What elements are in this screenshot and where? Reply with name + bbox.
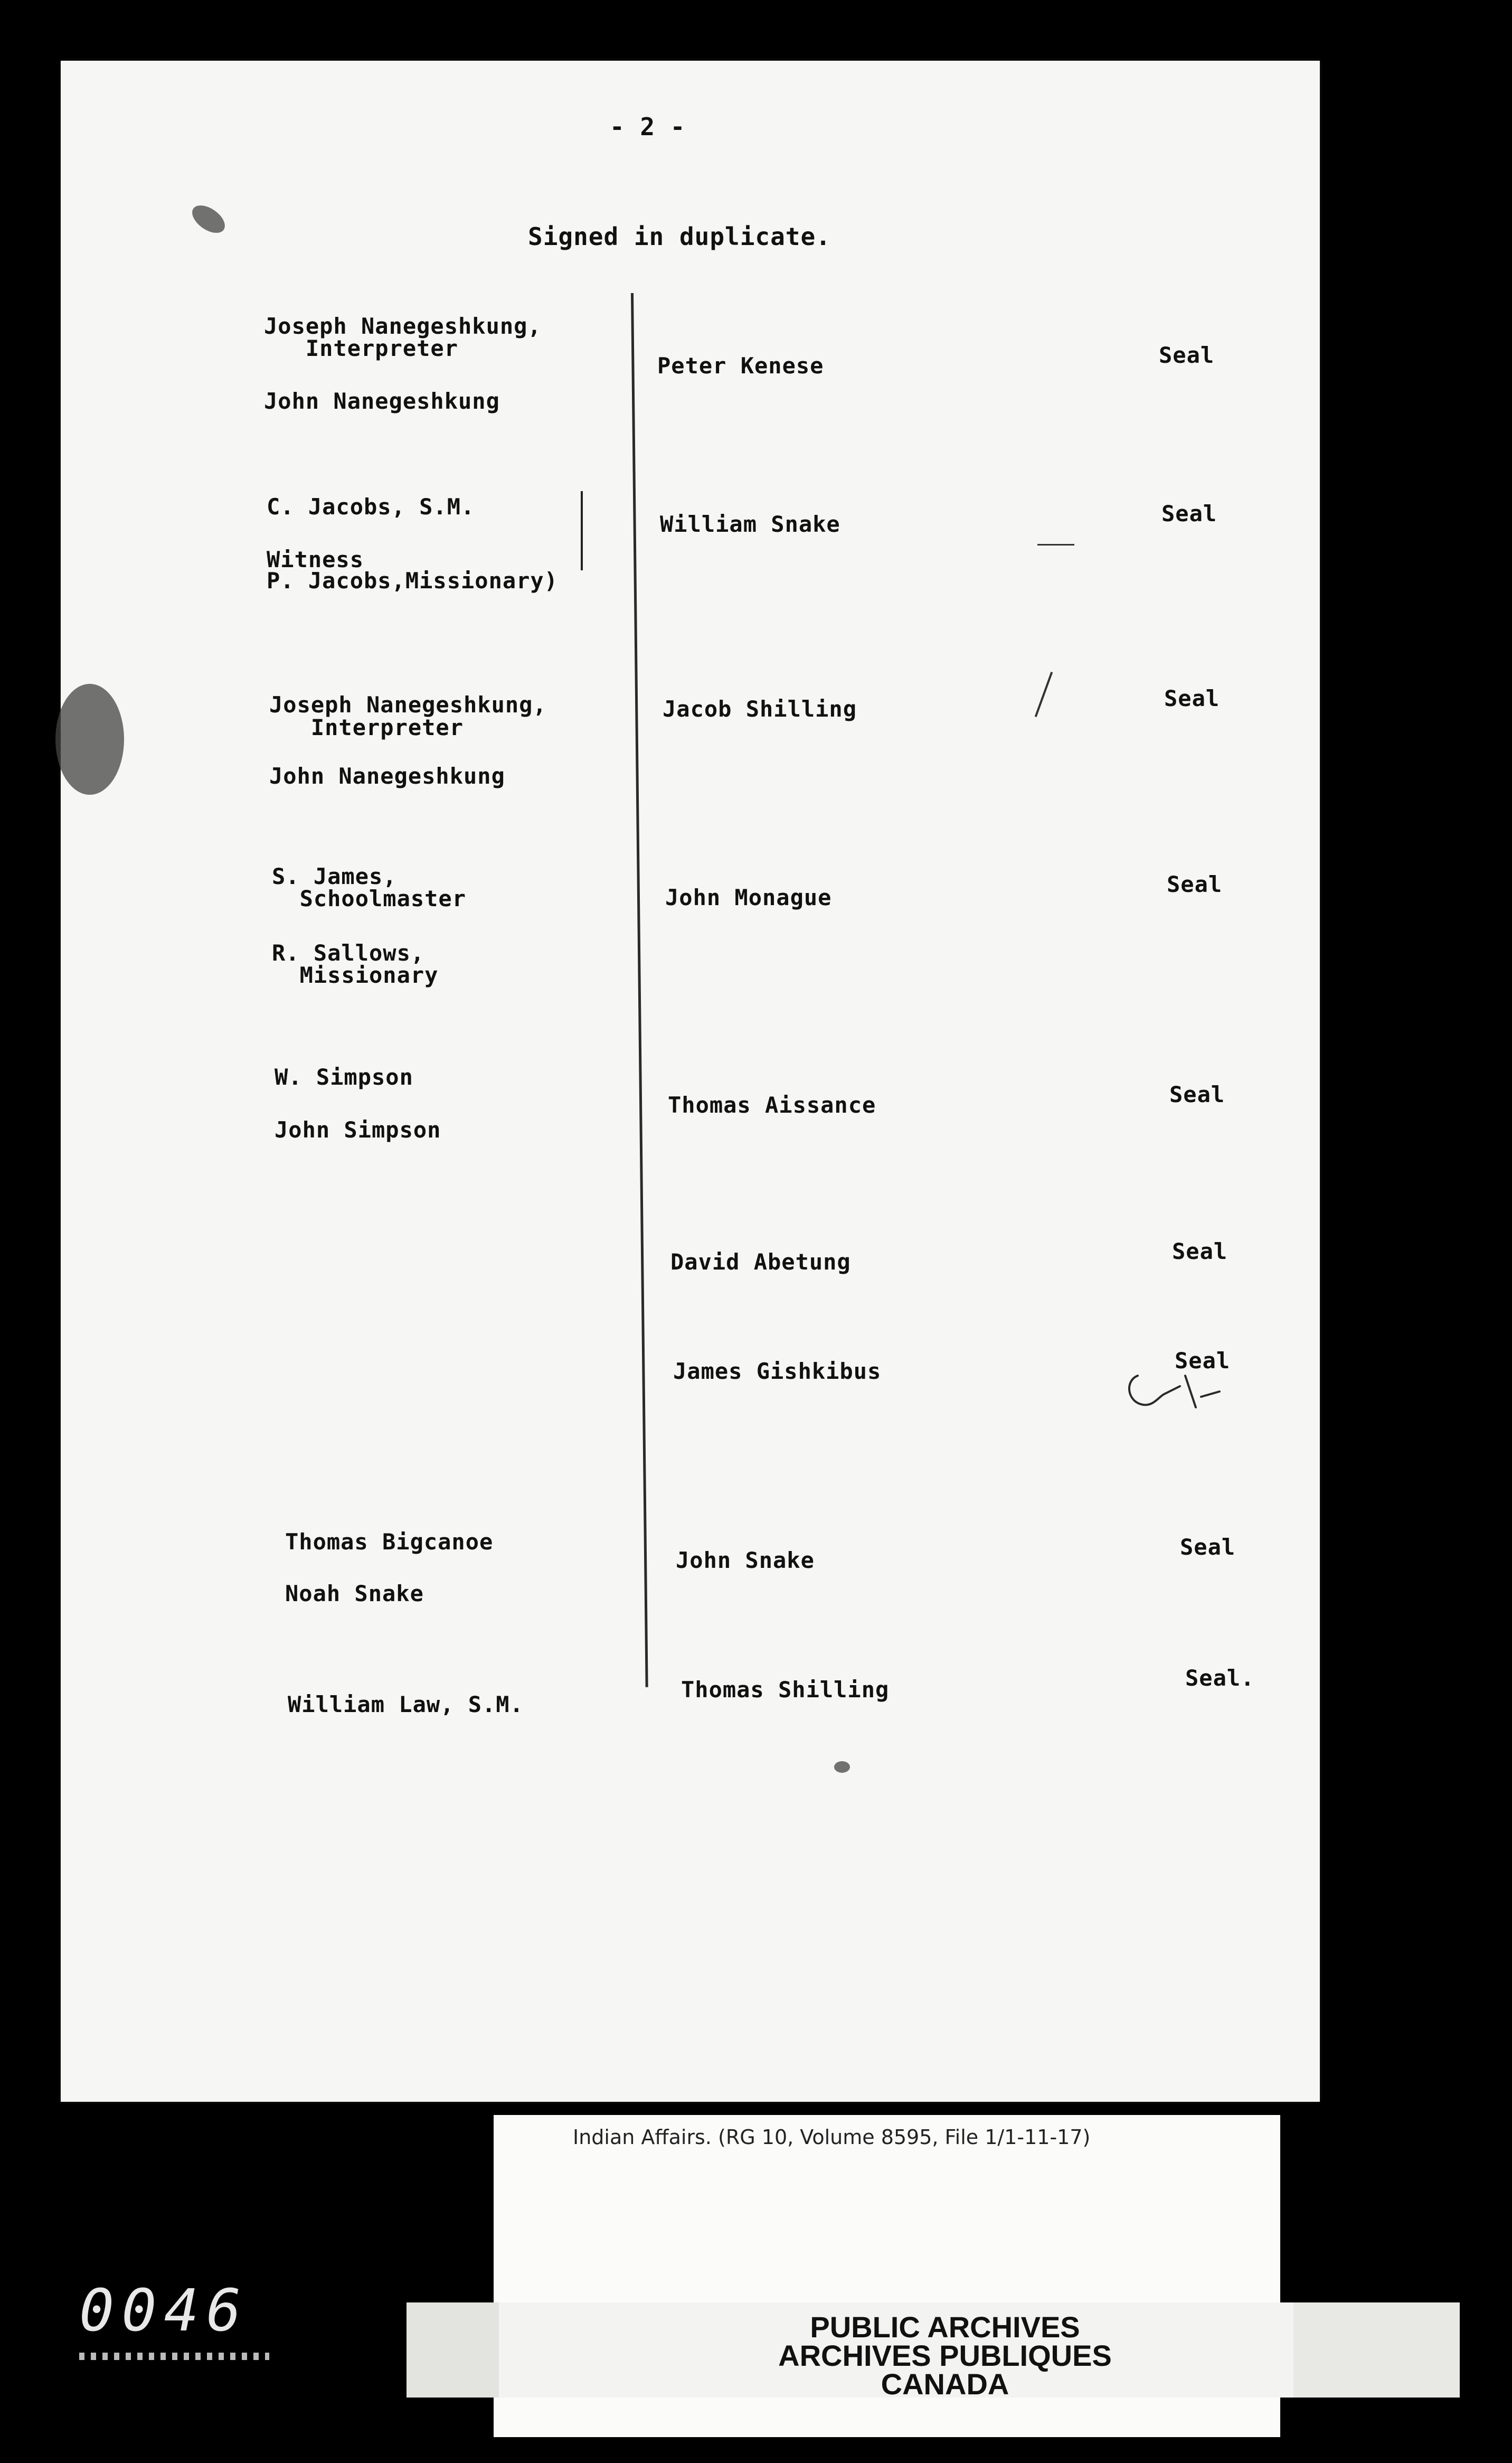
archive-stamp [681, 2310, 1209, 2401]
ink-smudge [187, 200, 230, 239]
seal-label: Seal [1159, 342, 1215, 368]
signatory-name: Thomas Aissance [668, 1092, 876, 1118]
seal-label: Seal [1169, 1082, 1225, 1107]
witness-name: Joseph Nanegeshkung, [264, 313, 542, 339]
archive-stamp-line: PUBLIC ARCHIVES [810, 2310, 1080, 2344]
witness-name: Noah Snake [285, 1581, 424, 1606]
signatory-name: John Monague [665, 885, 832, 910]
archive-stamp-strip-edge [407, 2302, 499, 2398]
witness-name: John Nanegeshkung [264, 388, 500, 414]
archive-reference: Indian Affairs. (RG 10, Volume 8595, File 1/1-11-17) [573, 2126, 1091, 2149]
witness-role: Interpreter [264, 335, 459, 361]
witness-name: S. James, [272, 863, 397, 889]
document-page [61, 61, 1320, 2102]
witness-name: R. Sallows, [272, 940, 425, 966]
archive-stamp-line: ARCHIVES PUBLIQUES [778, 2339, 1112, 2372]
film-sprocket-strip [79, 2353, 269, 2360]
signatory-name: Peter Kenese [657, 353, 824, 379]
ink-smudge [834, 1761, 850, 1773]
page-number: - 2 - [610, 112, 686, 141]
witness-bracket [581, 491, 583, 570]
seal-label: Seal [1164, 685, 1220, 711]
witness-name: William Law, S.M. [288, 1691, 524, 1717]
column-divider [631, 293, 648, 1687]
seal-label: Seal [1172, 1238, 1228, 1264]
page-heading: Signed in duplicate. [528, 222, 831, 251]
signatory-name: Thomas Shilling [681, 1677, 890, 1703]
ink-smudge [55, 684, 124, 795]
seal-label: Seal [1180, 1534, 1236, 1560]
witness-role: Schoolmaster [272, 886, 467, 911]
witness-name: W. Simpson [275, 1064, 413, 1090]
witness-name: Thomas Bigcanoe [285, 1529, 494, 1555]
archive-stamp-strip-edge [1293, 2302, 1460, 2398]
handwritten-mark [1122, 1365, 1222, 1418]
signatory-name: David Abetung [670, 1249, 851, 1275]
witness-name: C. Jacobs, S.M. [267, 494, 475, 520]
signatory-name: William Snake [660, 511, 840, 537]
pencil-mark [1037, 544, 1074, 546]
frame-counter: 0046 [79, 2277, 249, 2344]
pencil-mark [1035, 672, 1053, 717]
witness-role: Interpreter [269, 715, 464, 740]
seal-label: Seal [1167, 871, 1223, 897]
signatory-name: John Snake [676, 1547, 815, 1573]
witness-name: P. Jacobs,Missionary) [267, 568, 559, 594]
witness-label: Witness [267, 547, 364, 572]
seal-label: Seal [1175, 1348, 1231, 1374]
seal-label: Seal [1161, 501, 1217, 527]
signatory-name: James Gishkibus [673, 1358, 882, 1384]
witness-role: Missionary [272, 962, 439, 988]
archive-stamp-line: CANADA [881, 2367, 1009, 2401]
witness-name: John Nanegeshkung [269, 763, 505, 789]
witness-name: John Simpson [275, 1117, 441, 1143]
signatory-name: Jacob Shilling [663, 696, 857, 722]
seal-label: Seal. [1185, 1665, 1255, 1691]
witness-name: Joseph Nanegeshkung, [269, 692, 547, 718]
